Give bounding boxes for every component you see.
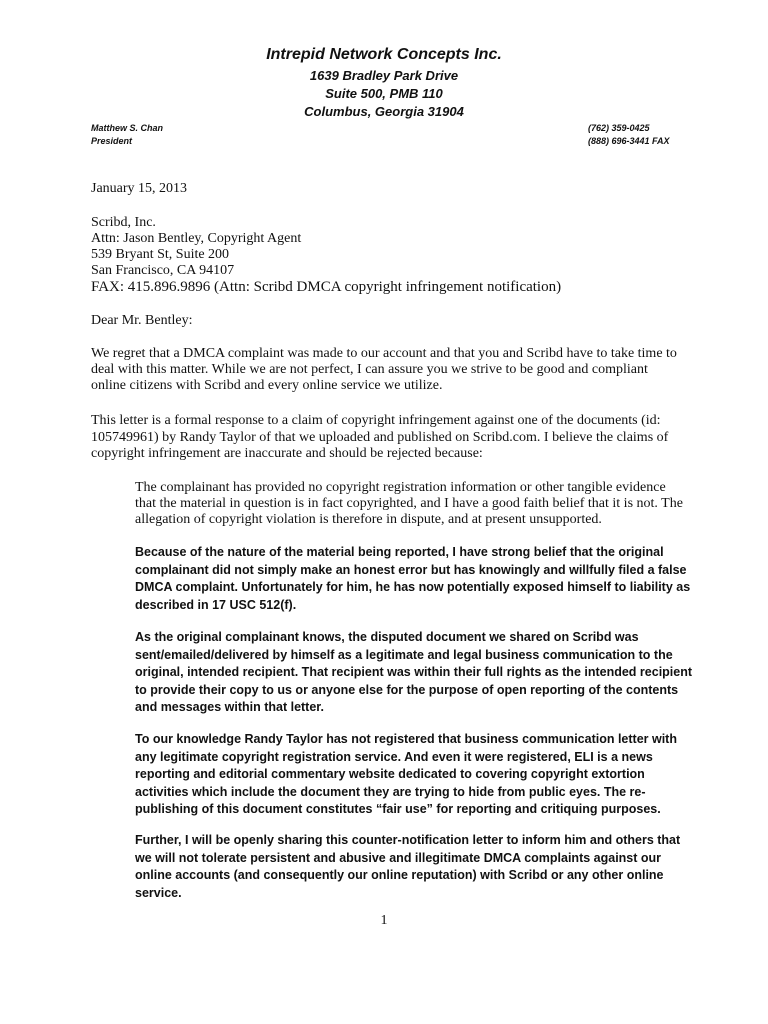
paragraph-no-registration: The complainant has provided no copyright registration information or other tangible evidence that the material in question is in fact copyrighted, and I have a good faith belief that it is not. The allegation of copyright violation is therefore in dispute, and at present unsupported.: [135, 480, 683, 527]
page-number: 1: [380, 913, 388, 928]
recipient-address: [91, 215, 691, 295]
salutation: Dear Mr. Bentley:: [91, 313, 193, 328]
paragraph-formal-response: This letter is a formal response to a claim of copyright infringement against one of the documents (id: 105749961) by Randy Taylor of that we uploaded and published on Scribd.com. I believe the claims of copyright infringement are inaccurate and should be rejected because:: [91, 413, 669, 461]
address-line-2: Suite 500, PMB 110: [325, 86, 443, 101]
sender-title: President: [91, 136, 133, 146]
paragraph-regret: We regret that a DMCA complaint was made to our account and that you and Scribd have to take time to deal with this matter. While we are not perfect, I can assure you we strive to be good and compliant online citizens with Scribd and every online service we utilize.: [91, 346, 677, 393]
fax-number: (888) 696-3441 FAX: [588, 136, 670, 146]
paragraph-original-recipient: As the original complainant knows, the disputed document we shared on Scribd was sent/emailed/delivered by himself as a legitimate and legal business communication to the original, intended recipient. That recipient was within their full rights as the intended recipient to provide their copy to us or anyone else for the purpose of open reporting of the contents and messages within that letter.: [135, 630, 693, 714]
letter-date: January 15, 2013: [91, 181, 188, 196]
company-name: Intrepid Network Concepts Inc.: [266, 46, 502, 63]
address-line-3: Columbus, Georgia 31904: [304, 104, 464, 119]
paragraph-counter-notification: Further, I will be openly sharing this counter-notification letter to inform him and others that we will not tolerate persistent and abusive and illegitimate DMCA complaints against our online accounts (and consequently our online reputation) with Scribd or any other online service.: [135, 833, 681, 900]
sender-name: Matthew S. Chan: [91, 123, 164, 133]
recipient-line-3: 539 Bryant St, Suite 200: [91, 247, 230, 262]
phone-number: (762) 359-0425: [588, 123, 650, 133]
paragraph-false-complaint: Because of the nature of the material being reported, I have strong belief that the original complainant did not simply make an honest error but has knowingly and willfully filed a false DMCA complaint. Unfortunately for him, he has now potentially exposed himself to liability as described in 17 USC 512(f).: [135, 545, 691, 612]
address-line-1: 1639 Bradley Park Drive: [309, 68, 459, 83]
recipient-line-2: Attn: Jason Bentley, Copyright Agent: [91, 231, 302, 246]
recipient-fax-line: FAX: 415.896.9896 (Attn: Scribd DMCA copyright infringement notification): [91, 279, 562, 295]
recipient-line-1: Scribd, Inc.: [91, 215, 156, 230]
recipient-line-4: San Francisco, CA 94107: [91, 263, 235, 278]
paragraph-fair-use: To our knowledge Randy Taylor has not registered that business communication letter with any legitimate copyright registration service. And even it were registered, ELI is a news reporting and editorial commentary website dedicated to covering copyright extortion activities which include the document they are trying to hide from public eyes. The re-publishing of this document constitutes “fair use” for reporting and critiquing purposes.: [135, 732, 677, 816]
